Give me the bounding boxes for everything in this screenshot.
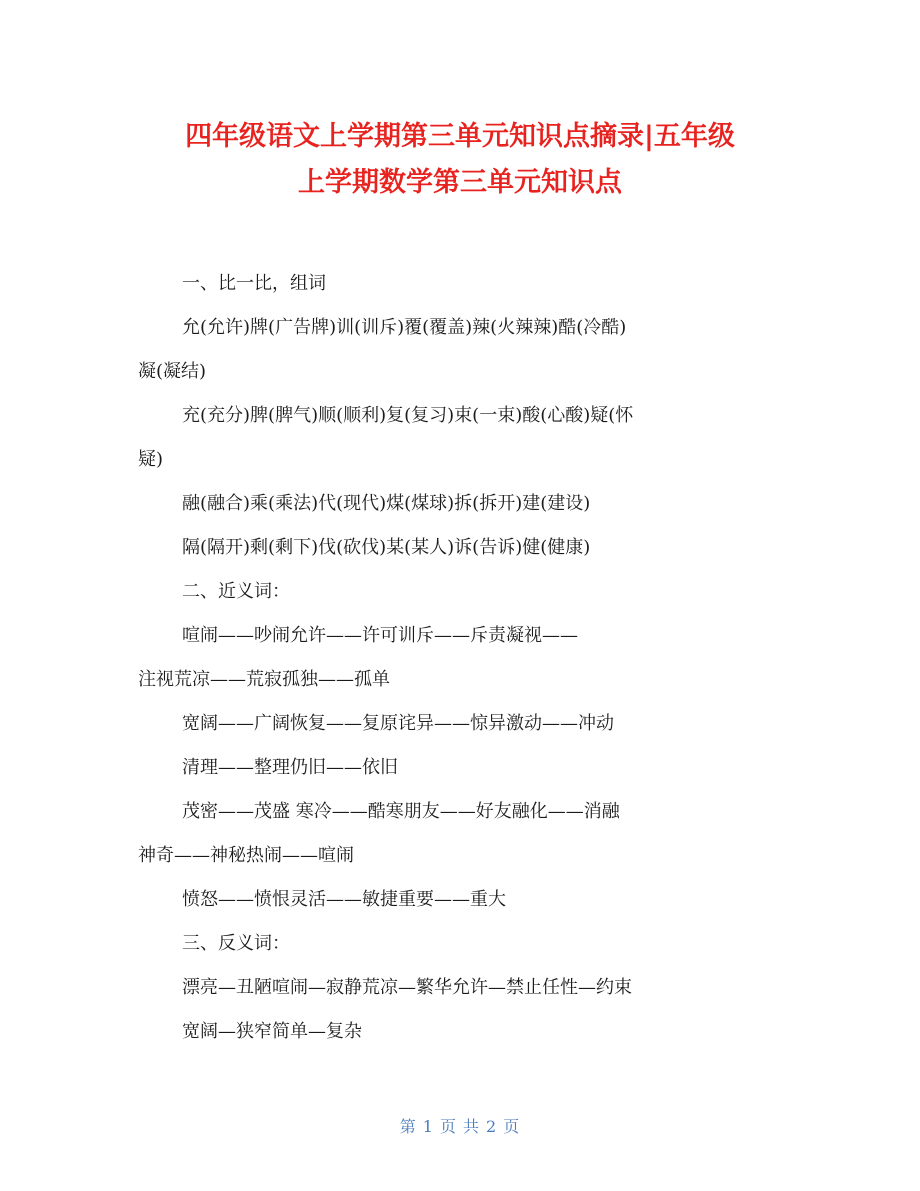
document-title: [100, 114, 820, 206]
body-line: 隔(隔开)剩(剩下)伐(砍伐)某(某人)诉(告诉)健(健康): [182, 537, 591, 558]
title-line-2: 上学期数学第三单元知识点: [298, 167, 622, 198]
body-line: 愤怒——愤恨灵活——敏捷重要——重大: [182, 889, 506, 910]
body-line: 疑): [138, 449, 164, 470]
body-line: 神奇——神秘热闹——喧闹: [138, 845, 354, 866]
body-line: 充(充分)脾(脾气)顺(顺利)复(复习)束(一束)酸(心酸)疑(怀: [182, 405, 634, 426]
body-line: 喧闹——吵闹允许——许可训斥——斥责凝视——: [182, 625, 578, 646]
body-line: 宽阔——广阔恢复——复原诧异——惊异激动——冲动: [182, 713, 614, 734]
document-body: [138, 262, 788, 1054]
body-line: 融(融合)乘(乘法)代(现代)煤(煤球)拆(拆开)建(建设): [182, 493, 591, 514]
title-line-1: 四年级语文上学期第三单元知识点摘录|五年级: [185, 121, 735, 152]
body-line: 茂密——茂盛 寒冷——酷寒朋友——好友融化——消融: [182, 801, 620, 822]
body-line: 漂亮—丑陋喧闹—寂静荒凉—繁华允许—禁止任性—约束: [182, 977, 632, 998]
body-line: 凝(凝结): [138, 361, 207, 382]
section-heading-compare: 一、比一比，组词: [182, 273, 326, 294]
footer-total-label: 共: [463, 1117, 481, 1136]
section-heading-synonyms: 二、近义词：: [182, 581, 290, 602]
body-line: 宽阔—狭窄简单—复杂: [182, 1021, 362, 1042]
footer-page-prefix: 第: [399, 1117, 417, 1136]
footer-page-suffix: 页: [503, 1117, 521, 1136]
footer-page-total: 2: [486, 1117, 498, 1136]
page-footer: [0, 1114, 920, 1137]
section-heading-antonyms: 三、反义词：: [182, 933, 290, 954]
body-line: 注视荒凉——荒寂孤独——孤单: [138, 669, 390, 690]
footer-page-mid: 页: [439, 1117, 457, 1136]
body-line: 清理——整理仍旧——依旧: [182, 757, 398, 778]
footer-page-current: 1: [422, 1117, 434, 1136]
body-line: 允(允许)牌(广告牌)训(训斥)覆(覆盖)辣(火辣辣)酷(冷酷): [182, 317, 627, 338]
